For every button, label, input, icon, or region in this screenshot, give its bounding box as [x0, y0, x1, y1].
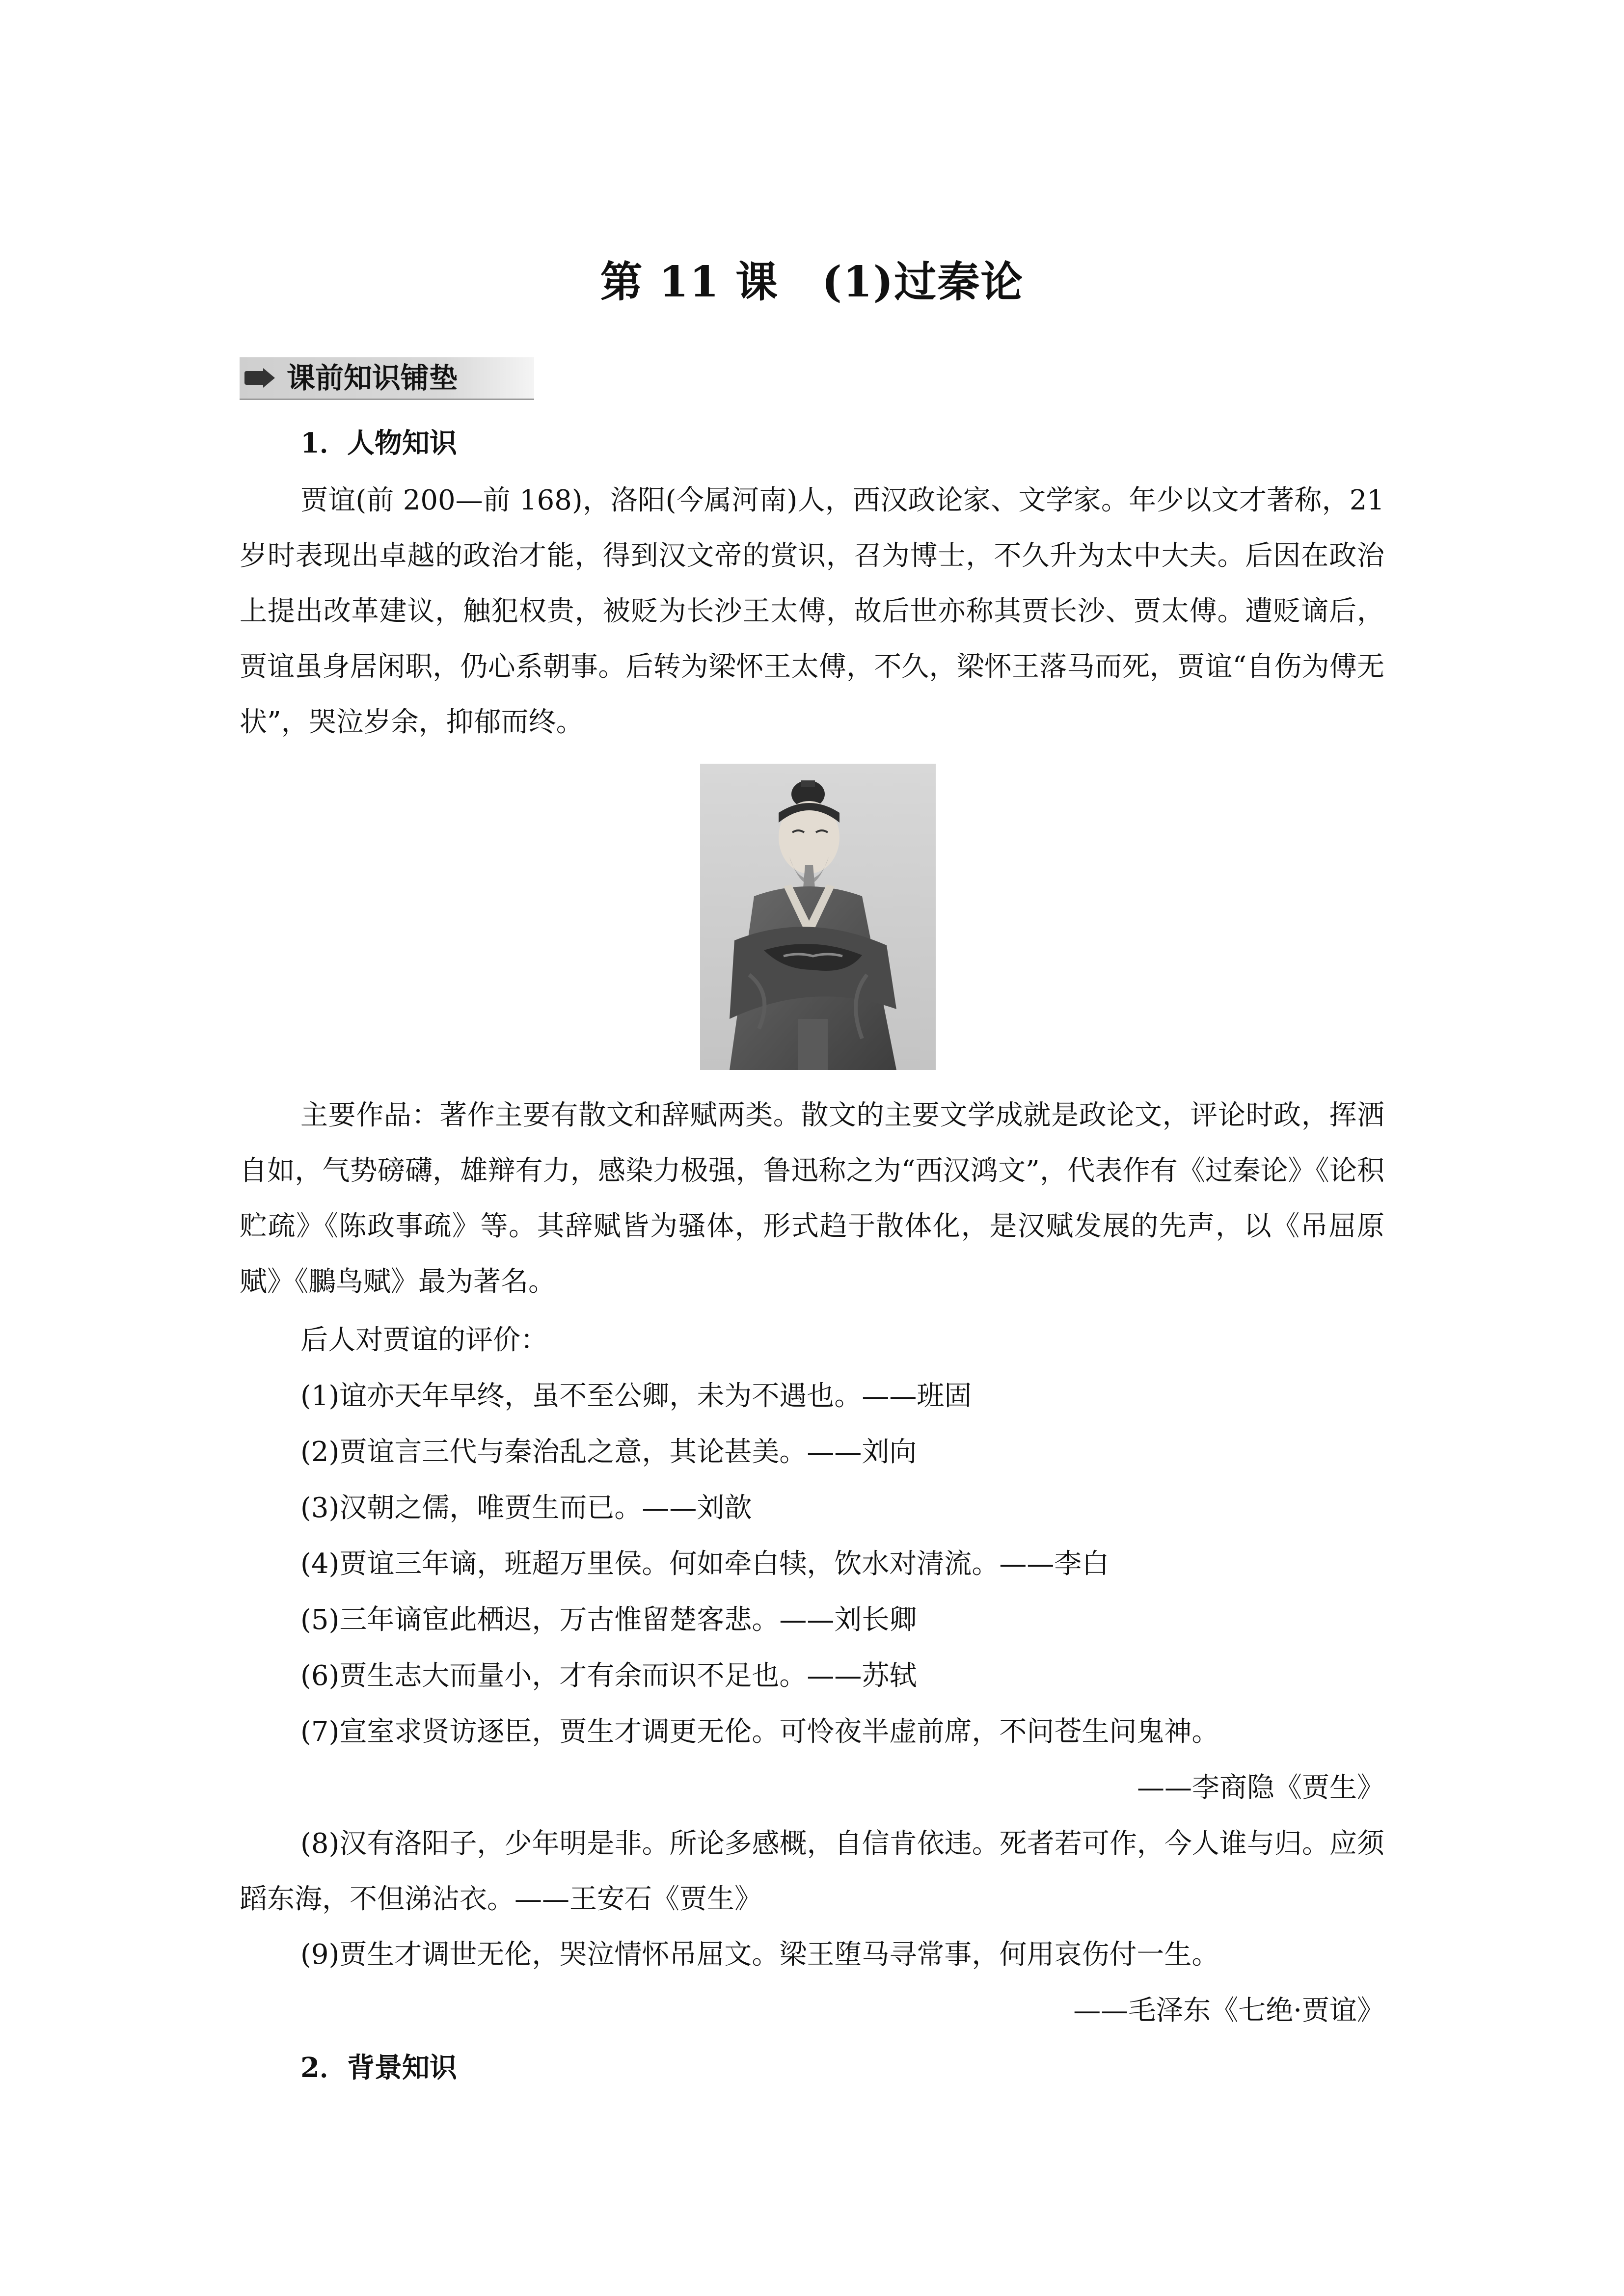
- works-paragraph: 主要作品：著作主要有散文和辞赋两类。散文的主要文学成就是政论文，评论时政，挥洒自如，气势磅礴，雄辩有力，感染力极强，鲁迅称之为“西汉鸿文”，代表作有《过秦论》《论积贮疏》《陈政事疏》等。其辞赋皆为骚体，形式趋于散体化，是汉赋发展的先声，以《吊屈原赋》《鵩鸟赋》最为著名。: [240, 1099, 1384, 1298]
- portrait-image: [700, 764, 936, 1070]
- evaluation-attribution: ——李商隐《贾生》: [1137, 1772, 1384, 1804]
- arrow-icon: [244, 371, 263, 385]
- evaluation-item: (7)宣室求贤访逐臣，贾生才调更无伦。可怜夜半虚前席，不问苍生问鬼神。: [300, 1716, 1219, 1748]
- heading-person-knowledge: 1．人物知识: [300, 427, 457, 459]
- evaluation-item: (9)贾生才调世无伦，哭泣情怀吊屈文。梁王堕马寻常事，何用哀伤付一生。: [300, 1939, 1219, 1971]
- lesson-title: 第 11 课 (1)过秦论: [600, 257, 1024, 307]
- evaluation-item: (3)汉朝之儒，唯贾生而已。——刘歆: [300, 1492, 752, 1524]
- section-header-label: 课前知识铺垫: [287, 361, 458, 395]
- portrait-icon: [700, 764, 936, 1070]
- evaluation-item: (6)贾生志大而量小，才有余而识不足也。——苏轼: [300, 1660, 917, 1692]
- section-header: [240, 357, 534, 400]
- evaluation-intro: 后人对贾谊的评价：: [300, 1324, 548, 1356]
- evaluation-item: (1)谊亦天年早终，虽不至公卿，未为不遇也。——班固: [300, 1380, 972, 1412]
- biography-paragraph: 贾谊(前 200—前 168)，洛阳(今属河南)人，西汉政论家、文学家。年少以文才著称，21岁时表现出卓越的政治才能，得到汉文帝的赏识，召为博士，不久升为太中大夫。后因在政治上提出改革建议，触犯权贵，被贬为长沙王太傅，故后世亦称其贾长沙、贾太傅。遭贬谪后，贾谊虽身居闲职，仍心系朝事。后转为梁怀王太傅，不久，梁怀王落马而死，贾谊“自伤为傅无状”，哭泣岁余，抑郁而终。: [240, 484, 1384, 738]
- evaluation-item: (5)三年谪宦此栖迟，万古惟留楚客悲。——刘长卿: [300, 1604, 917, 1636]
- evaluation-item: (4)贾谊三年谪，班超万里侯。何如牵白犊，饮水对清流。——李白: [300, 1548, 1110, 1580]
- heading-background-knowledge: 2．背景知识: [300, 2052, 457, 2084]
- evaluation-item: (2)贾谊言三代与秦治乱之意，其论甚美。——刘向: [300, 1436, 917, 1468]
- arrow-tip-icon: [263, 368, 275, 388]
- evaluation-item: (8)汉有洛阳子，少年明是非。所论多感概，自信肯依违。死者若可作，今人谁与归。应须蹈东海，不但涕沾衣。——王安石《贾生》: [240, 1828, 1384, 1915]
- evaluation-attribution: ——毛泽东《七绝·贾谊》: [1073, 1995, 1384, 2027]
